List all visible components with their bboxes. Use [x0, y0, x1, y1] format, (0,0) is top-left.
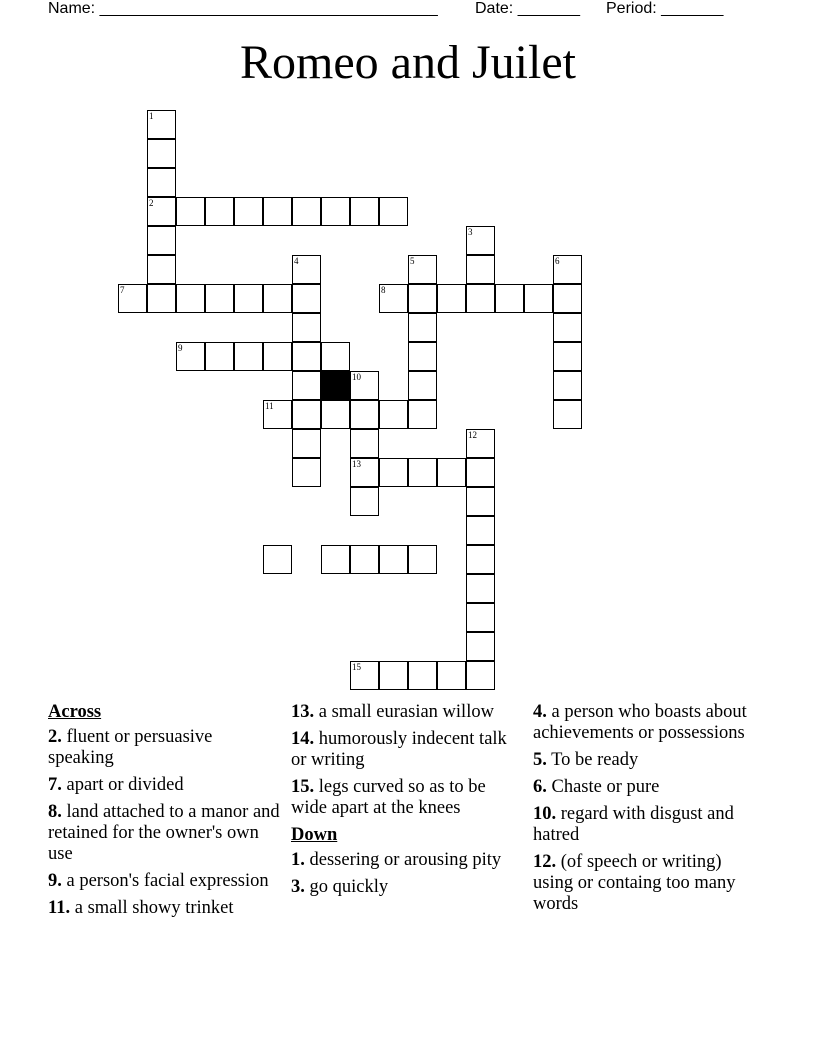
clue-text: dessering or arousing pity — [304, 850, 502, 870]
grid-cell[interactable] — [524, 284, 553, 313]
grid-cell[interactable] — [350, 487, 379, 516]
clue-text: a small showy trinket — [70, 898, 234, 918]
clue-number-label: 7. — [48, 775, 62, 795]
name-field-label[interactable]: Name: ______________________________________ — [48, 0, 438, 17]
grid-cell[interactable] — [553, 342, 582, 371]
clue-text: Chaste or pure — [546, 777, 660, 797]
grid-cell[interactable] — [147, 197, 176, 226]
clue-number: 8 — [381, 285, 386, 295]
grid-cell[interactable] — [234, 342, 263, 371]
grid-cell[interactable] — [466, 516, 495, 545]
grid-cell[interactable] — [553, 284, 582, 313]
grid-cell[interactable] — [553, 400, 582, 429]
grid-cell[interactable] — [379, 661, 408, 690]
grid-cell[interactable] — [350, 400, 379, 429]
clue-number-label: 11. — [48, 898, 71, 918]
grid-cell[interactable] — [350, 197, 379, 226]
clue-number: 12 — [468, 430, 477, 440]
down-clue — [533, 777, 765, 798]
grid-cell[interactable] — [321, 197, 350, 226]
grid-cell[interactable] — [408, 371, 437, 400]
grid-cell[interactable] — [379, 458, 408, 487]
clue-number: 5 — [410, 256, 415, 266]
down-clue — [291, 877, 523, 898]
grid-cell[interactable] — [437, 661, 466, 690]
grid-cell[interactable] — [379, 400, 408, 429]
grid-cell[interactable] — [147, 284, 176, 313]
across-clue — [48, 898, 280, 919]
grid-cell[interactable] — [379, 284, 408, 313]
down-clue — [533, 702, 765, 744]
clue-number: 13 — [352, 459, 361, 469]
clue-text: a person who boasts about achievements or possessions — [533, 702, 747, 743]
down-clue — [291, 850, 523, 871]
across-clue — [48, 871, 280, 892]
clue-number-label: 3. — [291, 877, 305, 897]
grid-cell[interactable] — [466, 284, 495, 313]
clue-text: humorously indecent talk or writing — [291, 729, 507, 770]
clue-number: 15 — [352, 662, 361, 672]
grid-cell[interactable] — [553, 371, 582, 400]
clue-number-label: 14. — [291, 729, 315, 749]
grid-cell[interactable] — [350, 429, 379, 458]
grid-cell[interactable] — [408, 661, 437, 690]
down-clue — [533, 804, 765, 846]
down-heading: Down — [291, 825, 338, 845]
grid-cell[interactable] — [292, 197, 321, 226]
grid-cell[interactable] — [263, 400, 292, 429]
grid-cell[interactable] — [379, 197, 408, 226]
grid-cell[interactable] — [466, 574, 495, 603]
clue-text: legs curved so as to be wide apart at the knees — [291, 777, 486, 818]
grid-cell[interactable] — [408, 255, 437, 284]
grid-cell[interactable] — [234, 284, 263, 313]
grid-cell[interactable] — [147, 110, 176, 139]
grid-cell[interactable] — [205, 284, 234, 313]
clue-number: 9 — [178, 343, 183, 353]
clue-number-label: 12. — [533, 852, 557, 872]
grid-cell[interactable] — [466, 632, 495, 661]
grid-cell[interactable] — [466, 603, 495, 632]
grid-cell[interactable] — [292, 284, 321, 313]
grid-cell[interactable] — [263, 545, 292, 574]
grid-cell[interactable] — [176, 197, 205, 226]
grid-cell[interactable] — [553, 255, 582, 284]
clue-text: a person's facial expression — [61, 871, 269, 891]
clue-number-label: 15. — [291, 777, 315, 797]
clue-number-label: 2. — [48, 727, 62, 747]
grid-cell[interactable] — [466, 661, 495, 690]
clue-number: 11 — [265, 401, 274, 411]
clue-number-label: 4. — [533, 702, 547, 722]
grid-cell[interactable] — [263, 197, 292, 226]
across-clue — [48, 727, 280, 769]
across-heading: Across — [48, 702, 102, 722]
across-clue — [48, 775, 280, 796]
grid-cell[interactable] — [147, 139, 176, 168]
across-clue — [291, 702, 523, 723]
grid-cell[interactable] — [321, 545, 350, 574]
across-clue — [48, 802, 280, 865]
grid-cell[interactable] — [321, 342, 350, 371]
grid-cell[interactable] — [147, 226, 176, 255]
grid-cell[interactable] — [350, 661, 379, 690]
grid-cell[interactable] — [118, 284, 147, 313]
grid-cell[interactable] — [292, 458, 321, 487]
grid-cell[interactable] — [176, 342, 205, 371]
grid-cell[interactable] — [408, 284, 437, 313]
clue-text: fluent or persuasive speaking — [48, 727, 213, 768]
grid-cell[interactable] — [350, 458, 379, 487]
clue-number: 7 — [120, 285, 125, 295]
clues-column-3 — [533, 702, 765, 921]
clue-number-label: 13. — [291, 702, 315, 722]
clue-number: 1 — [149, 111, 154, 121]
clue-number-label: 9. — [48, 871, 62, 891]
grid-cell[interactable] — [147, 168, 176, 197]
grid-cell[interactable] — [292, 400, 321, 429]
grid-cell[interactable] — [466, 487, 495, 516]
clue-number: 6 — [555, 256, 560, 266]
grid-cell[interactable] — [205, 342, 234, 371]
clue-number-label: 10. — [533, 804, 557, 824]
grid-cell[interactable] — [408, 342, 437, 371]
grid-cell[interactable] — [321, 400, 350, 429]
clue-number-label: 8. — [48, 802, 62, 822]
page-title: Romeo and Juilet — [240, 36, 576, 89]
grid-cell[interactable] — [292, 429, 321, 458]
grid-cell[interactable] — [408, 458, 437, 487]
grid-cell[interactable] — [495, 284, 524, 313]
clue-text: apart or divided — [61, 775, 184, 795]
down-clue — [533, 852, 765, 915]
grid-cell[interactable] — [408, 545, 437, 574]
grid-cell[interactable] — [292, 342, 321, 371]
clue-number-label: 5. — [533, 750, 547, 770]
clue-text: (of speech or writing) using or containg too many words — [533, 852, 736, 914]
clues-column-2 — [291, 702, 523, 904]
grid-cell[interactable] — [292, 313, 321, 342]
down-clue — [533, 750, 765, 771]
grid-cell[interactable] — [147, 255, 176, 284]
grid-cell[interactable] — [466, 545, 495, 574]
grid-cell[interactable] — [466, 429, 495, 458]
grid-cell[interactable] — [437, 284, 466, 313]
grid-cell[interactable] — [466, 255, 495, 284]
grid-cell[interactable] — [408, 313, 437, 342]
across-clue — [291, 777, 523, 819]
clue-text: go quickly — [304, 877, 389, 897]
grid-cell[interactable] — [263, 284, 292, 313]
date-field-label[interactable]: Date: _______ — [475, 0, 580, 17]
grid-cell[interactable] — [466, 458, 495, 487]
clue-number: 3 — [468, 227, 473, 237]
black-square — [321, 371, 350, 400]
grid-cell[interactable] — [234, 197, 263, 226]
grid-cell[interactable] — [350, 545, 379, 574]
grid-cell[interactable] — [292, 255, 321, 284]
grid-cell[interactable] — [379, 545, 408, 574]
clue-number: 10 — [352, 372, 361, 382]
clue-text: regard with disgust and hatred — [533, 804, 734, 845]
clue-text: a small eurasian willow — [314, 702, 494, 722]
across-clue — [291, 729, 523, 771]
grid-cell[interactable] — [437, 458, 466, 487]
grid-cell[interactable] — [466, 226, 495, 255]
grid-cell[interactable] — [408, 400, 437, 429]
period-field-label[interactable]: Period: _______ — [606, 0, 724, 17]
clue-number-label: 6. — [533, 777, 547, 797]
clue-text: To be ready — [546, 750, 639, 770]
grid-cell[interactable] — [292, 371, 321, 400]
clue-number: 2 — [149, 198, 154, 208]
clue-number: 4 — [294, 256, 299, 266]
grid-cell[interactable] — [205, 197, 234, 226]
grid-cell[interactable] — [350, 371, 379, 400]
clue-number-label: 1. — [291, 850, 305, 870]
grid-cell[interactable] — [176, 284, 205, 313]
grid-cell[interactable] — [263, 342, 292, 371]
clue-text: land attached to a manor and retained for the owner's own use — [48, 802, 280, 864]
grid-cell[interactable] — [553, 313, 582, 342]
clues-column-1 — [48, 702, 280, 925]
